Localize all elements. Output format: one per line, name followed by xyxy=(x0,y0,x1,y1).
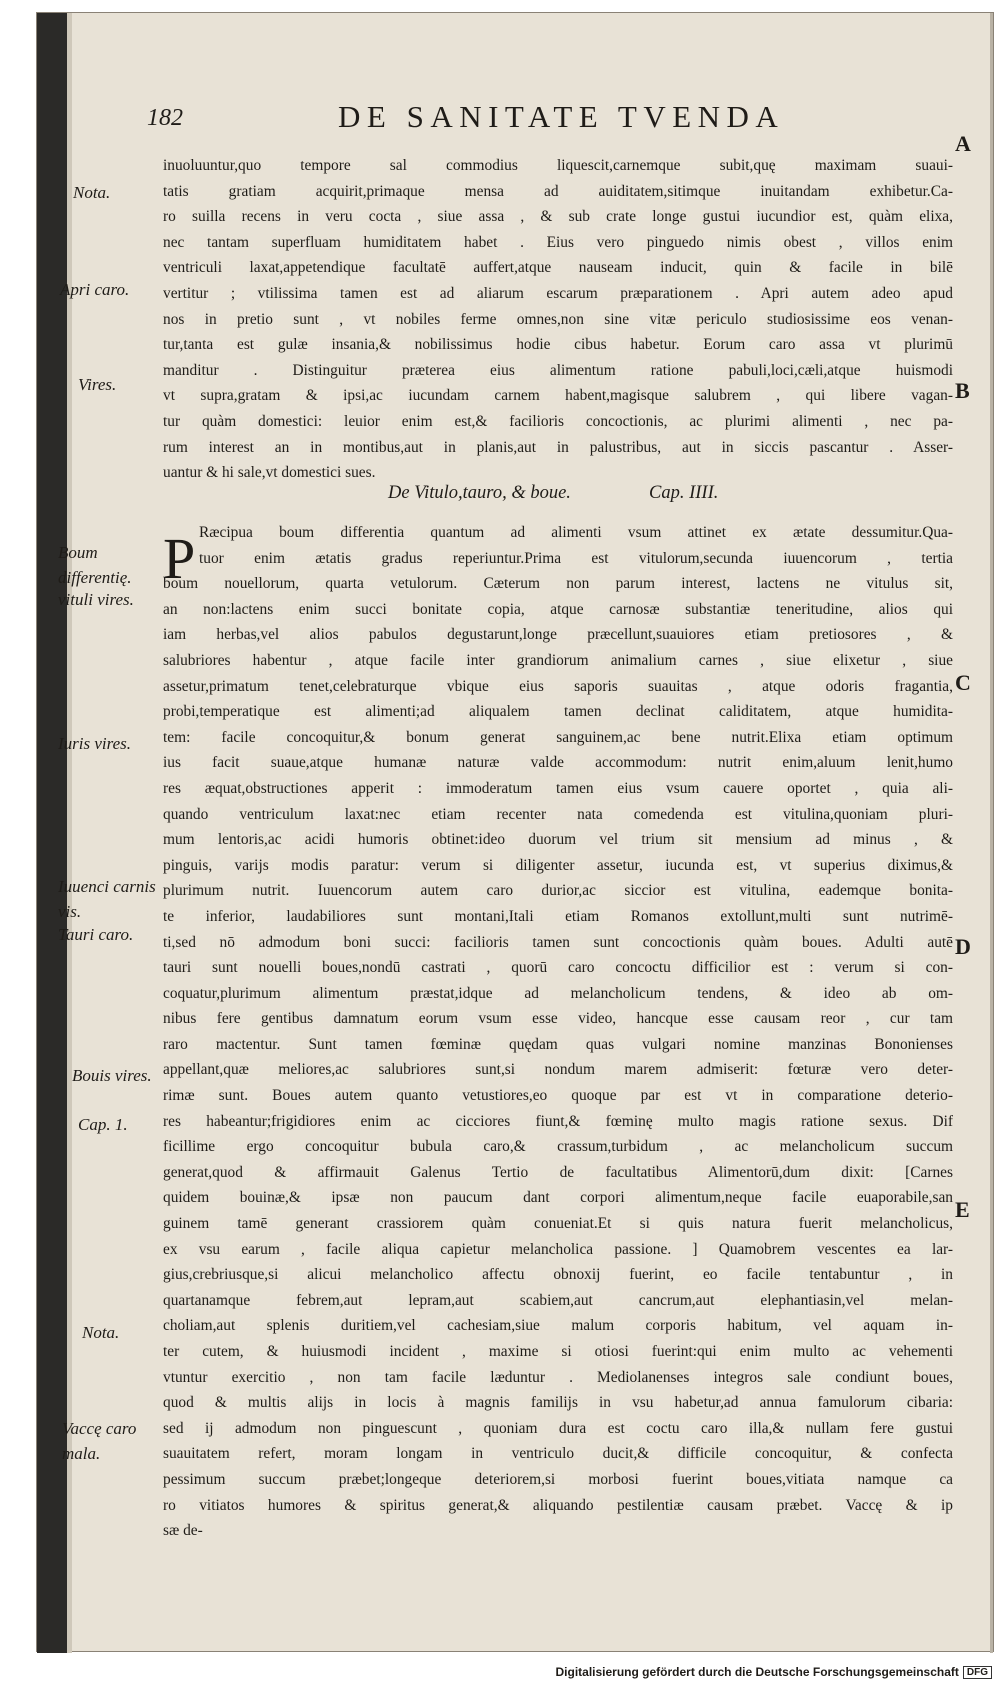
paragraph-2-line: plurimum nutrit. Iuuencorum autem caro durior,ac siccior est vitulina, eademque bonita- xyxy=(163,882,953,900)
paragraph-2-line: ro vitiatos humores & spiritus generat,& aliquando pestilentiæ causam præbet. Vaccę & ip xyxy=(163,1496,953,1514)
paragraph-1-line: rum interest an in montibus,aut in planis,aut in palustribus, aut in siccis pascantur . Asser- xyxy=(163,438,953,456)
side-note-vituli-vires: vituli vires. xyxy=(58,590,134,609)
running-title: DE SANITATE TVENDA xyxy=(338,99,785,134)
paragraph-1-line: tatis gratiam acquirit,primaque mensa ad auiditatem,sitimque inuitandam exhibetur.Ca- xyxy=(163,182,953,200)
paragraph-1-line: manditur . Distinguitur præterea eius alimentum ratione pabuli,loci,cæli,atque huismodi xyxy=(163,361,953,379)
side-note-nota-1: Nota. xyxy=(73,183,111,202)
paragraph-2-line: te inferior, laudabiliores sunt montani,Itali etiam Romanos extollunt,multi sunt nutrimē- xyxy=(163,907,953,925)
paragraph-2-line: guinem tamē generant crassiorem quàm conueniat.Et si quis natura fuerit melancholicus, xyxy=(163,1215,953,1233)
paragraph-2-line: suauitatem refert, moram longam in ventriculo ducit,& difficile concoquitur, & confecta xyxy=(163,1445,953,1463)
paragraph-2-line: ex vsu earum , facile aliqua capietur melancholica passione. ] Quamobrem vescentes ea lar- xyxy=(163,1240,953,1258)
side-note-iuuenci-carnis: Iuuenci carnis vis. xyxy=(58,877,156,921)
paragraph-1-line: tur,tanta est gulæ insania,& nobilissimus hodie cibus habetur. Eorum caro assa vt plurimū xyxy=(163,336,953,354)
paragraph-2-line: nibus fere gentibus damnatum eorum vsum esse video, hancque esse causam reor , cur tam xyxy=(163,1010,953,1028)
margin-letter-e: E xyxy=(955,1197,970,1222)
paragraph-2-line: mum lentoris,ac acidi humoris obtinet:ideo duorum vel trium sit mensium ad minus , & xyxy=(163,831,953,849)
paragraph-1 xyxy=(163,153,953,486)
dfg-logo: DFG xyxy=(963,1666,992,1679)
chapter-title: De Vitulo,tauro, & boue. xyxy=(388,483,571,503)
side-note-tauri-caro: Tauri caro. xyxy=(58,925,134,944)
page-number: 182 xyxy=(147,105,183,131)
paragraph-2-line: generat,quod & affirmauit Galenus Tertio de facultatibus Alimentorū,dum dixit: [Carnes xyxy=(163,1163,953,1181)
paragraph-2-line: res æquat,obstructiones apperit : immoderatum tamen eius vsum cauere oportet , quia ali- xyxy=(163,779,953,797)
paragraph-1-line: nec tantam superfluam humiditatem habet . Eius vero pinguedo nimis obest , villos enim xyxy=(163,233,953,251)
paragraph-2-line: raro mactentur. Sunt tamen fœminæ quędam quas vulgari nomine manzinas Bononienses xyxy=(163,1035,953,1053)
paragraph-2-line: res habeantur;frigidiores enim ac cicciores fiunt,& fœminę multo magis ratione sexus. Dif xyxy=(163,1112,953,1130)
paragraph-1-line: ventriculi laxat,appetendique facultatē auffert,atque nauseam inducit, quin & facile in bilē xyxy=(163,259,953,277)
drop-cap: P xyxy=(163,526,196,591)
side-note-iuris-vires: Iuris vires. xyxy=(58,734,132,753)
margin-letter-d: D xyxy=(955,934,971,959)
side-note-bouis-vires: Bouis vires. xyxy=(72,1066,152,1085)
paragraph-2-line: ius facit suaue,atque humanæ naturæ valde accommodum: nutrit enim,aluum lenit,humo xyxy=(163,754,953,772)
paragraph-2-line: choliam,aut splenis duritiem,vel cachesiam,siue malum corporis habitum, vel aquam in- xyxy=(163,1317,953,1335)
paragraph-2-line: tem: facile concoquitur,& bonum generat sanguinem,ac bene nutrit.Elixa etiam optimum xyxy=(163,728,953,746)
chapter-number: Cap. IIII. xyxy=(649,483,719,503)
margin-letter-c: C xyxy=(955,670,971,695)
paragraph-2-line: quando ventriculum laxat:nec etiam recenter nata comedenda est vitulina,quoniam pluri- xyxy=(163,805,953,823)
paragraph-1-line: uantur & hi sale,vt domestici sues. xyxy=(163,464,376,482)
paragraph-1-line: tur quàm domestici: leuior enim est,& facilioris concoctionis, ac plurimi alimenti , nec pa- xyxy=(163,412,953,430)
paragraph-2-line: Ræcipua boum differentia quantum ad alimenti vsum attinet ex ætate dessumitur.Qua- xyxy=(199,524,953,541)
side-note-nota-2: Nota. xyxy=(82,1323,120,1342)
paragraph-2-line: coquatur,plurimum alimentum præstat,idque ad melancholicum tendens, & ideo ab om- xyxy=(163,984,953,1002)
paragraph-2-line: probi,temperatique est alimenti;ad aliqualem tamen declinat caliditatem, atque humidita- xyxy=(163,703,953,721)
page-fore-edge xyxy=(990,13,993,1653)
footer-text: Digitalisierung gefördert durch die Deutsche Forschungsgemeinschaft xyxy=(555,1665,959,1679)
digitization-footer xyxy=(555,1665,992,1679)
side-note-boum-differentiae: Boum differentię. xyxy=(58,543,132,587)
paragraph-2-line: gius,crebriusque,si alicui melancholico affectu obnoxij fuerint, eo facile tentabuntur , in xyxy=(163,1266,953,1284)
paragraph-1-line: inuoluuntur,quo tempore sal commodius liquescit,carnemque subit,quę maximam suaui- xyxy=(163,157,953,174)
paragraph-2-line: pinguis, varijs modis paratur: verum si diligenter assetur, iucunda est, vt superius diximus,& xyxy=(163,856,953,874)
page-binding-edge xyxy=(67,13,72,1653)
paragraph-2-line: tauri sunt nouelli boues,nondū castrati , quorū caro concoctu difficilior est : verum si con- xyxy=(163,959,953,977)
side-note-vires: Vires. xyxy=(78,375,117,394)
page-tab-strip xyxy=(37,13,67,1653)
paragraph-2-line: salubriores habentur , atque facile inter grandiorum animalium carnes , siue elixetur , siue xyxy=(163,651,953,669)
paragraph-2-line: ti,sed nō admodum boni succi: facilioris tamen sunt concoctionis quàm boues. Adulti autē xyxy=(163,933,953,951)
paragraph-2-line: quidem bouinæ,& ipsæ non paucum dant corpori alimentum,neque facile euaporabile,san xyxy=(163,1189,953,1207)
paragraph-2-line: ter cutem, & huiusmodi incident , maxime si otiosi fuerint:qui enim multo ac vehementi xyxy=(163,1343,953,1360)
paragraph-2-line: vtuntur exercitio , non tam facile læduntur . Mediolanenses integros sale condiunt boues, xyxy=(163,1368,953,1386)
paragraph-2-line: pessimum succum præbet;longeque deteriorem,si morbosi fuerint boues,vitiata namque ca xyxy=(163,1470,953,1488)
paragraph-2-line: sed ij admodum non pinguescunt , quoniam dura est coctu caro illa,& nullam fere gustui xyxy=(163,1419,953,1437)
paragraph-1-line: nos in pretio sunt , vt nobiles ferme omnes,non sine vitæ periculo studiosissime eos venan- xyxy=(163,310,953,328)
margin-letter-a: A xyxy=(955,131,971,156)
side-note-apri-caro: Apri caro. xyxy=(60,280,130,299)
paragraph-1-line: vt supra,gratam & ipsi,ac iucundam carnem habent,magisque salubrem , qui libere vagan- xyxy=(163,387,953,405)
side-note-cap-1: Cap. 1. xyxy=(78,1115,128,1134)
paragraph-1-line: ro suilla recens in veru cocta , siue assa , & sub crate longe gustui iucundior est, quàm elixa, xyxy=(163,208,953,226)
paragraph-2-line: sæ de- xyxy=(163,1522,203,1540)
paragraph-2 xyxy=(163,520,953,1544)
paragraph-2-line: assetur,primatum tenet,celebraturque vbique eius saporis suauitas , atque odoris fragantia, xyxy=(163,677,953,695)
paragraph-2-line: iam herbas,vel alios pabulos degustarunt,longe præcellunt,suauiores etiam pretiosores , & xyxy=(163,626,953,644)
paragraph-2-line: ficillime ergo concoquitur bubula caro,& crassum,turbidum , ac melancholicum succum xyxy=(163,1138,953,1156)
paragraph-2-line: an non:lactens enim succi bonitate copia, atque carnosæ substantiæ teneritudine, alios qui xyxy=(163,600,953,618)
paragraph-2-line: appellant,quæ meliores,ac salubriores sunt,si nondum marem admiserit: fœturæ vero deter- xyxy=(163,1061,953,1079)
paragraph-2-line: quartanamque febrem,aut lepram,aut scabiem,aut cancrum,aut elephantiasin,vel melan- xyxy=(163,1291,953,1309)
paragraph-2-line: quod & multis alijs in locis à magnis familijs in vsu habetur,ad annua famulorum cibaria: xyxy=(163,1394,953,1412)
side-note-vaccae-caro: Vaccę caro mala. xyxy=(62,1419,137,1463)
paragraph-2-line: boum nouellorum, quarta vetulorum. Cæterum non parum interest, lactens ne vitulus sit, xyxy=(163,575,953,593)
paragraph-1-line: vertitur ; vtilissima tamen est ad aliarum escarum præparationem . Apri autem adeo apud xyxy=(163,284,953,302)
running-head xyxy=(0,99,1000,139)
paragraph-2-line: rimæ sunt. Boues autem quanto vetustiores,eo quoque par est vt in comparatione deterio- xyxy=(163,1087,953,1105)
paragraph-2-line: tuor enim ætatis gradus reperiuntur.Prima est vitulorum,secunda iuuencorum , tertia xyxy=(199,549,953,567)
margin-letter-b: B xyxy=(955,378,970,403)
